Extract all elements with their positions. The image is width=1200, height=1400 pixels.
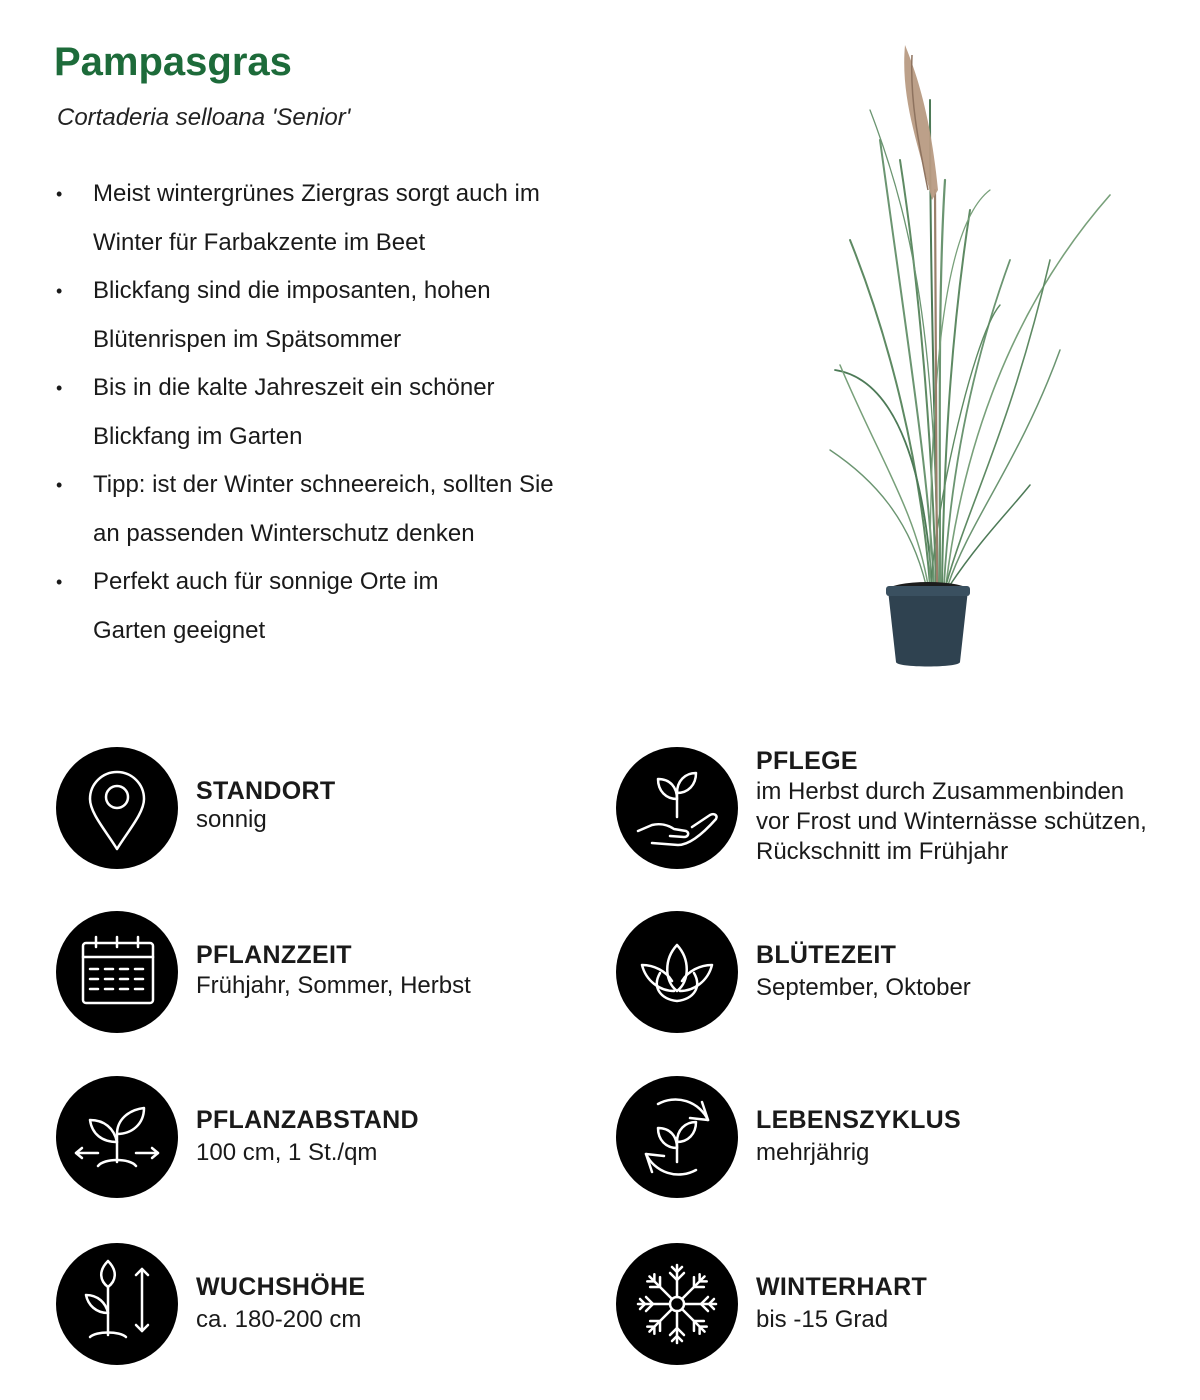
plant-height-icon: [56, 1243, 178, 1365]
calendar-icon: [56, 911, 178, 1033]
lotus-flower-icon: [616, 911, 738, 1033]
bullet-dot-icon: •: [56, 572, 63, 592]
bullet-dot-icon: •: [56, 184, 63, 204]
product-title: Pampasgras: [54, 40, 292, 84]
info-winterhart: [616, 1243, 1176, 1368]
feature-list: [54, 170, 614, 655]
info-label: PFLANZZEIT: [196, 941, 352, 969]
info-value: ca. 180-200 cm: [196, 1306, 362, 1333]
feature-text: Bis in die kalte Jahreszeit ein schöner: [93, 374, 495, 401]
pampas-grass-plant-image: [820, 40, 1120, 670]
info-value: sonnig: [196, 806, 267, 833]
feature-text: Garten geeignet: [93, 616, 266, 644]
info-label: WUCHSHÖHE: [196, 1273, 366, 1301]
feature-item: [54, 461, 614, 558]
hand-sprout-icon: [616, 747, 738, 869]
bullet-dot-icon: •: [56, 475, 63, 495]
info-bluetezeit: [616, 911, 1176, 1036]
feature-text: Blickfang im Garten: [93, 422, 303, 450]
feature-item: [54, 364, 614, 461]
snowflake-icon: [616, 1243, 738, 1365]
feature-item: [54, 558, 614, 655]
info-label: PFLANZABSTAND: [196, 1106, 419, 1134]
info-value: im Herbst durch Zusammenbinden vor Frost und Winternässe schützen, Rückschnitt im Frühjahr: [756, 778, 1147, 865]
feature-text: Blickfang sind die imposanten, hohen: [93, 277, 491, 304]
sprout-spacing-icon: [56, 1076, 178, 1198]
cycle-sprout-icon: [616, 1076, 738, 1198]
location-pin-icon: [56, 747, 178, 869]
info-value: 100 cm, 1 St./qm: [196, 1139, 378, 1166]
info-label: PFLEGE: [756, 747, 858, 775]
info-pflege: [616, 747, 1176, 872]
info-label: WINTERHART: [756, 1273, 928, 1301]
info-value: September, Oktober: [756, 974, 971, 1001]
feature-text: Meist wintergrünes Ziergras sorgt auch im: [93, 180, 540, 207]
info-pflanzabstand: [56, 1076, 616, 1201]
feature-item: [54, 267, 614, 364]
info-label: STANDORT: [196, 777, 336, 805]
info-label: BLÜTEZEIT: [756, 941, 897, 969]
feature-text: an passenden Winterschutz denken: [93, 519, 475, 547]
feature-text: Blütenrispen im Spätsommer: [93, 325, 402, 353]
bullet-dot-icon: •: [56, 378, 63, 398]
feature-text: Winter für Farbakzente im Beet: [93, 228, 426, 256]
botanical-name: Cortaderia selloana 'Senior': [57, 104, 351, 131]
info-value: Frühjahr, Sommer, Herbst: [196, 972, 471, 999]
bullet-dot-icon: •: [56, 281, 63, 301]
info-value: mehrjährig: [756, 1139, 870, 1166]
info-label: LEBENSZYKLUS: [756, 1106, 962, 1134]
feature-item: [54, 170, 614, 267]
info-wuchshoehe: [56, 1243, 616, 1368]
info-pflanzzeit: [56, 911, 616, 1036]
feature-text: Tipp: ist der Winter schneereich, sollten Sie: [93, 471, 554, 498]
info-standort: [56, 747, 616, 872]
info-lebenszyklus: [616, 1076, 1176, 1201]
info-value: bis -15 Grad: [756, 1306, 889, 1333]
feature-text: Perfekt auch für sonnige Orte im: [93, 568, 439, 595]
